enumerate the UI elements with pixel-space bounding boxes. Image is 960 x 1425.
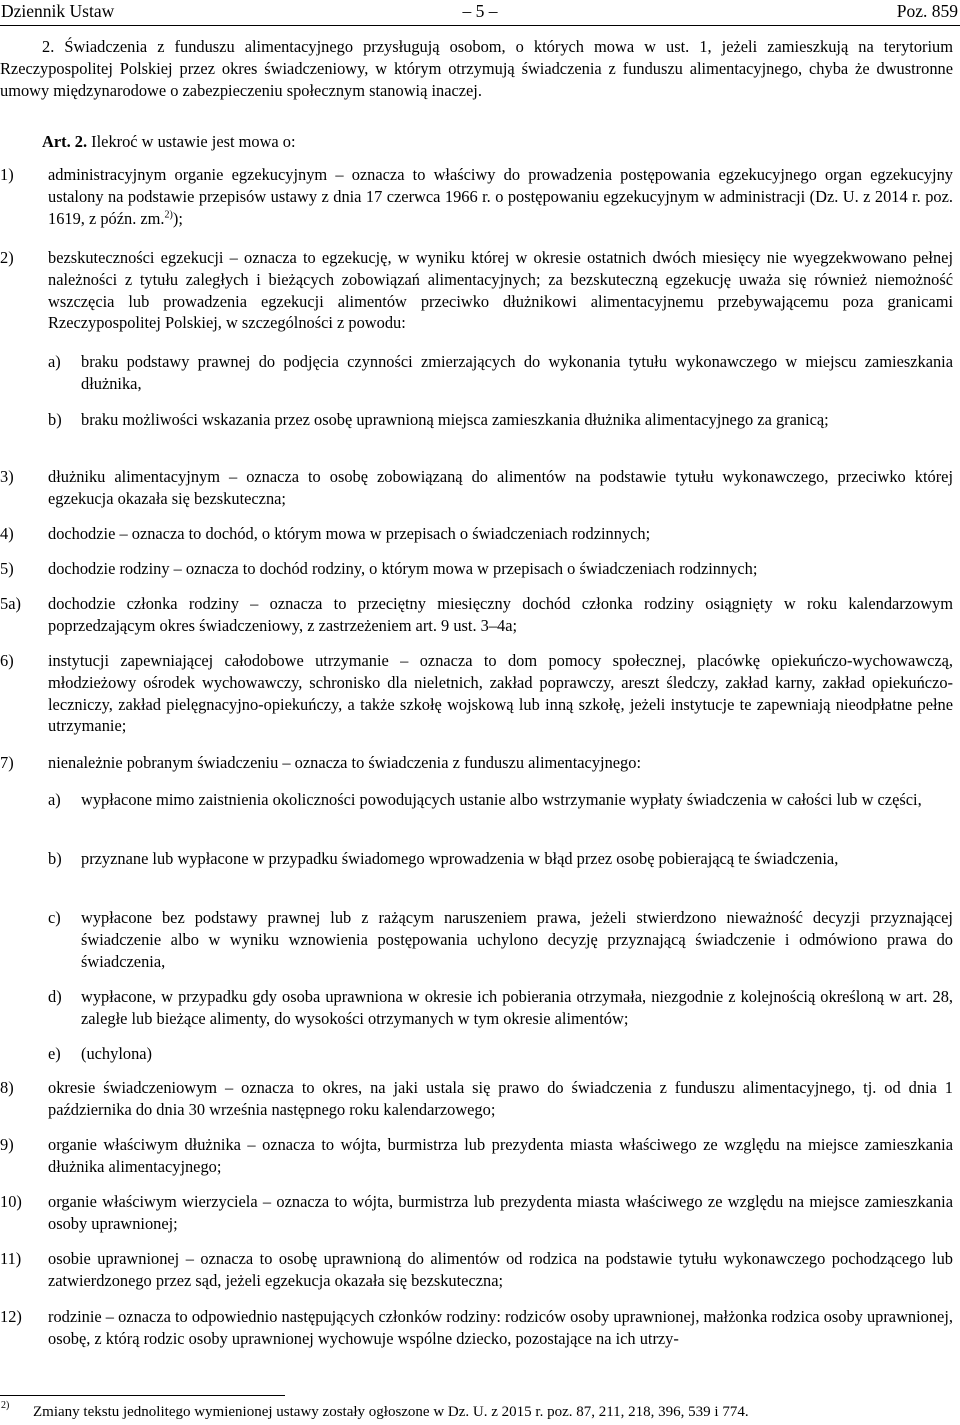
sub-item (48, 789, 953, 811)
list-item (0, 1306, 953, 1350)
item-number: 5a) (0, 594, 21, 613)
item-number: 8) (0, 1078, 14, 1097)
item-number: 9) (0, 1135, 14, 1154)
item-number: 12) (0, 1307, 22, 1326)
sub-item-letter: b) (48, 410, 62, 429)
sub-item (48, 1043, 953, 1065)
item-text (48, 164, 953, 229)
sub-item-letter: c) (48, 908, 61, 927)
article-label: Art. 2. (42, 132, 88, 151)
item-text-main: administracyjnym organie egzekucyjnym – oznacza to właściwy do prowadzenia postępowania egzekucyjnego organ egzekucyjny ustalony na podstawie przepisów ustawy z dnia 17 czerwca 1966 r. o postępowaniu egzekucyjnym w administracji (Dz. U. z 2014 r. poz. 1619, z późn. zm. (48, 165, 953, 228)
item-number: 10) (0, 1192, 22, 1211)
sub-item-letter: b) (48, 849, 62, 868)
item-text: dochodzie członka rodziny – oznacza to przeciętny miesięczny dochód członka rodziny osiągnięty w roku kalendarzowym poprzedzającym okres świadczeniowy, z zastrzeżeniem art. 9 ust. 3–4a; (48, 594, 953, 635)
sub-item-text: wypłacone, w przypadku gdy osoba uprawniona w okresie ich pobierania otrzymała, niezgodnie z kolejnością określoną w art. 28, zaległe lub bieżące alimenty, do wysokości otrzymanych w tym okresie alimentów; (81, 987, 953, 1028)
item-number: 3) (0, 467, 14, 486)
item-number: 6) (0, 651, 14, 670)
footnote-mark: 2) (1, 1400, 10, 1411)
sub-item-text: przyznane lub wypłacone w przypadku świadomego wprowadzenia w błąd przez osobę pobierającą te świadczenia, (81, 849, 839, 868)
footnote-text: Zmiany tekstu jednolitego wymienionej ustawy zostały ogłoszone w Dz. U. z 2015 r. poz. 87, 211, 218, 396, 539 i 774. (33, 1404, 749, 1420)
list-item (0, 558, 953, 580)
item-number: 4) (0, 524, 14, 543)
page-number: – 5 – (462, 1, 498, 21)
sub-item-letter: a) (48, 790, 61, 809)
item-text: osobie uprawnionej – oznacza to osobę uprawnioną do alimentów od rodzica na podstawie tytułu wykonawczego pochodzącego lub zatwierdzonego przez sąd, jeżeli egzekucja okazała się bezskuteczna; (48, 1249, 953, 1290)
sub-item (48, 351, 953, 395)
sub-item-text: braku podstawy prawnej do podjęcia czynności zmierzających do wykonania tytułu wykonawczego w miejscu zamieszkania dłużnika, (81, 352, 953, 393)
article-heading (0, 131, 953, 153)
page-header (0, 0, 960, 22)
item-number: 7) (0, 753, 14, 772)
list-item (0, 1248, 953, 1292)
list-item (0, 593, 953, 637)
item-text: bezskuteczności egzekucji – oznacza to egzekucję, w wyniku której w okresie ostatnich dwóch miesięcy nie wyegzekwowano pełnej należności z tytułu zaległych i bieżących zobowiązań alimentacyjnych; za bezskuteczną egzekucję uważa się również niemożność wszczęcia lub prowadzenia egzekucji alimentów przeciwko dłużnikowi alimentacyjnemu przebywającemu poza granicami Rzeczypospolitej Polskiej, w szczególności z powodu: (48, 248, 953, 333)
intro-paragraph: 2. Świadczenia z funduszu alimentacyjnego przysługują osobom, o których mowa w ust. 1, jeżeli zamieszkują na terytorium Rzeczypospolitej Polskiej przez okres świadczeniowy, w którym otrzymują świadczenia z funduszu alimentacyjnego, chyba że dwustronne umowy międzynarodowe o zabezpieczeniu społecznym stanowią inaczej. (0, 37, 953, 100)
item-number: 11) (0, 1249, 22, 1268)
list-item (0, 164, 953, 229)
list-item (0, 1191, 953, 1235)
sub-item-text: wypłacone mimo zaistnienia okoliczności powodujących ustanie albo wstrzymanie wypłaty świadczenia w całości lub w części, (81, 790, 922, 809)
sub-item-text: braku możliwości wskazania przez osobę uprawnioną miejsca zamieszkania dłużnika alimentacyjnego za granicą; (81, 410, 829, 429)
list-item (0, 466, 953, 510)
footnote-rule (0, 1395, 285, 1396)
item-number: 1) (0, 165, 14, 184)
sub-item (48, 848, 953, 870)
item-text: dochodzie – oznacza to dochód, o którym mowa w przepisach o świadczeniach rodzinnych; (48, 524, 651, 543)
sub-item-text: wypłacone bez podstawy prawnej lub z rażącym naruszeniem prawa, jeżeli stwierdzono nieważność decyzji przyznającej świadczenie albo w wyniku wznowienia postępowania uchylono decyzję przyznającą świadczenie i odmówiono prawa do świadczenia, (81, 908, 953, 971)
journal-title: Dziennik Ustaw (1, 1, 115, 21)
list-item (0, 523, 953, 545)
list-item (0, 247, 953, 334)
item-number: 2) (0, 248, 14, 267)
sub-item (48, 907, 953, 972)
list-item (0, 1077, 953, 1121)
sub-item-letter: d) (48, 987, 62, 1006)
header-rule (0, 25, 960, 26)
position-number: Poz. 859 (896, 1, 958, 21)
sub-item (48, 409, 953, 431)
item-text: dłużniku alimentacyjnym – oznacza to osobę zobowiązaną do alimentów na podstawie tytułu wykonawczego, przeciwko której egzekucja okazała się bezskuteczna; (48, 467, 953, 508)
item-number: 5) (0, 559, 14, 578)
sub-item-letter: e) (48, 1044, 61, 1063)
list-item (0, 1134, 953, 1178)
list-item (0, 650, 953, 737)
item-text: okresie świadczeniowym – oznacza to okres, na jaki ustala się prawo do świadczenia z funduszu alimentacyjnego, tj. od dnia 1 października do dnia 30 września następnego roku kalendarzowego; (48, 1078, 953, 1119)
item-text: dochodzie rodziny – oznacza to dochód rodziny, o którym mowa w przepisach o świadczeniach rodzinnych; (48, 559, 758, 578)
item-text: nienależnie pobranym świadczeniu – oznacza to świadczenia z funduszu alimentacyjnego: (48, 753, 642, 772)
sub-item-text: (uchylona) (81, 1044, 152, 1063)
item-text: organie właściwym dłużnika – oznacza to wójta, burmistrza lub prezydenta miasta właściwego ze względu na miejsce zamieszkania dłużnika alimentacyjnego; (48, 1135, 953, 1176)
sub-item-letter: a) (48, 352, 61, 371)
list-item (0, 752, 953, 774)
footnote (0, 1402, 953, 1422)
item-text-tail: ); (172, 208, 183, 228)
item-text: organie właściwym wierzyciela – oznacza to wójta, burmistrza lub prezydenta miasta właściwego ze względu na miejsce zamieszkania osoby uprawnionej; (48, 1192, 953, 1233)
item-text: rodzinie – oznacza to odpowiednio następujących członków rodziny: rodziców osoby uprawnionej, małżonka rodzica osoby uprawnionej, osobę, z którą rodzic osoby uprawnionej wychowuje wspólne dziecko, pozostające na ich utrzy- (48, 1307, 953, 1348)
item-text: instytucji zapewniającej całodobowe utrzymanie – oznacza to dom pomocy społecznej, placówkę opiekuńczo-wychowawczą, młodzieżowy ośrodek wychowawczy, schronisko dla nieletnich, zakład poprawczy, areszt śledczy, zakład karny, zakład opiekuńczo-leczniczy, zakład pielęgnacyjno-opiekuńczy, a także szkołę wojskową lub inną szkołę, jeżeli instytucje te zapewniają nieodpłatne pełne utrzymanie; (48, 651, 953, 736)
article-text: Ilekroć w ustawie jest mowa o: (87, 132, 296, 151)
sub-item (48, 986, 953, 1030)
footnote-ref: 2) (164, 209, 173, 221)
